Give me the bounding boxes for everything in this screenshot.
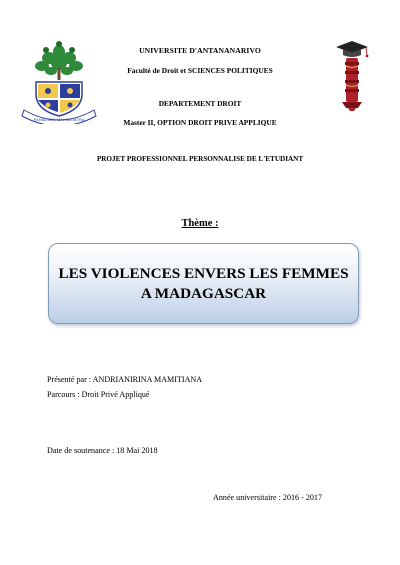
project-heading: PROJET PROFESSIONNEL PERSONNALISE DE L'ETUDIANT (96, 155, 304, 163)
parcours: Parcours : Droit Privé Appliqué (47, 390, 150, 399)
thesis-title-line-1: LES VIOLENCES ENVERS LES FEMMES (58, 264, 349, 282)
seal-motto: FAHAIZANA MAHAVOATRA (33, 117, 85, 122)
title-box (48, 243, 359, 324)
thesis-title-line-2: A MADAGASCAR (140, 284, 267, 302)
university-name: UNIVERSITE D'ANTANANARIVO (139, 46, 261, 55)
academic-year: Année universitaire : 2016 - 2017 (213, 493, 323, 502)
defense-date: Date de soutenance : 18 Mai 2018 (47, 446, 158, 455)
presented-by: Présenté par : ANDRIANIRINA MAMITIANA (47, 375, 203, 384)
master-option: Master II, OPTION DROIT PRIVE APPLIQUE (123, 118, 277, 127)
department-name: DEPARTEMENT DROIT (158, 99, 242, 108)
faculty-name: Faculté de Droit et SCIENCES POLITIQUES (127, 66, 273, 75)
theme-label: Thème : (181, 218, 219, 229)
